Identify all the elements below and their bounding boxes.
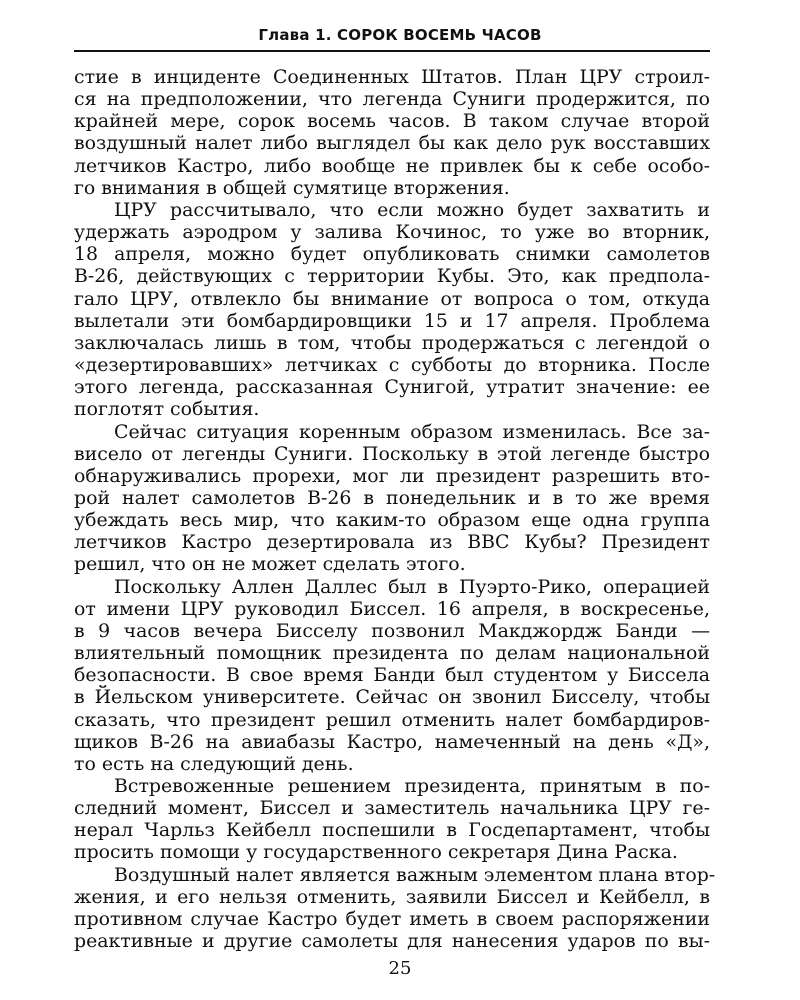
text-line: го внимания в общей сумятице вторжения. [74, 176, 510, 199]
paragraph [74, 576, 710, 775]
text-line: нерал Чарльз Кейбелл поспешили в Госдепартамент, чтобы [74, 819, 710, 842]
text-line: этого легенда, рассказанная Сунигой, утратит значение: ее [74, 376, 710, 399]
text-line: ЦРУ рассчитывало, что если можно будет захватить и [114, 198, 710, 221]
paragraph [74, 775, 710, 864]
text-line: вылетали эти бомбардировщики 15 и 17 апреля. Проблема [74, 309, 710, 332]
text-line: щиков В-26 на авиабазы Кастро, намеченный на день «Д», [74, 730, 710, 753]
text-line: решил, что он не может сделать этого. [74, 553, 466, 576]
text-line: висело от легенды Суниги. Поскольку в этой легенде быстро [74, 442, 710, 465]
text-line: Сейчас ситуация коренным образом изменилась. Все за- [114, 420, 710, 443]
text-line: сказать, что президент решил отменить налет бомбардиров- [74, 708, 710, 731]
text-line: крайней мере, сорок восемь часов. В таком случае второй [74, 110, 710, 133]
body-text [74, 66, 716, 953]
text-line: следний момент, Биссел и заместитель начальника ЦРУ ге- [74, 797, 710, 820]
paragraph [74, 66, 710, 199]
text-line: просить помощи у государственного секретаря Дина Раска. [74, 841, 678, 864]
text-line: стие в инциденте Соединенных Штатов. План ЦРУ строил- [74, 66, 710, 88]
text-line: реактивные и другие самолеты для нанесения ударов по вы- [74, 930, 710, 953]
text-line: В-26, действующих с территории Кубы. Это, как предпола- [74, 265, 710, 288]
text-line: гало ЦРУ, отвлекло бы внимание от вопроса о том, откуда [74, 287, 710, 310]
text-line: летчиков Кастро дезертировала из ВВС Кубы? Президент [74, 531, 710, 554]
paragraph [74, 863, 716, 953]
text-line: 18 апреля, можно будет опубликовать снимки самолетов [74, 243, 710, 266]
text-line: воздушный налет либо выглядел бы как дело рук восставших [74, 132, 710, 155]
text-line: рой налет самолетов В-26 в понедельник и в то же время [74, 486, 710, 509]
text-line: Воздушный налет является важным элементом плана втор- [114, 863, 716, 886]
text-line: противном случае Кастро будет иметь в своем распоряжении [74, 907, 710, 930]
text-line: летчиков Кастро, либо вообще не привлек бы к себе особо- [74, 154, 710, 177]
text-line: от имени ЦРУ руководил Биссел. 16 апреля, в воскресенье, [74, 597, 710, 620]
text-line: Встревоженные решением президента, принятым в по- [114, 775, 710, 797]
paragraph [74, 199, 710, 421]
running-head: Глава 1. СОРОК ВОСЕМЬ ЧАСОВ [258, 26, 542, 44]
text-line: в 9 часов вечера Бисселу позвонил Макджордж Банди — [74, 619, 710, 642]
text-line: жения, и его нельзя отменить, заявили Биссел и Кейбелл, в [74, 885, 710, 908]
text-line: в Йельском университете. Сейчас он звонил Бисселу, чтобы [74, 686, 710, 709]
text-line: «дезертировавших» летчиках с субботы до вторника. После [74, 354, 710, 377]
paragraph [74, 421, 710, 576]
page-number: 25 [388, 958, 412, 979]
header-rule [74, 50, 710, 52]
text-line: то есть на следующий день. [74, 752, 354, 775]
text-line: убеждать весь мир, что каким-то образом еще одна группа [74, 509, 710, 532]
text-line: безопасности. В свое время Банди был студентом у Биссела [74, 664, 710, 687]
text-line: обнаруживались прорехи, мог ли президент разрешить вто- [74, 464, 710, 487]
text-line: ся на предположении, что легенда Суниги продержится, по [74, 88, 710, 111]
text-line: Поскольку Аллен Даллес был в Пуэрто-Рико, операцией [114, 575, 710, 598]
text-line: влиятельный помощник президента по делам национальной [74, 642, 710, 665]
text-line: заключалась лишь в том, чтобы продержаться с легендой о [74, 331, 710, 354]
text-line: поглотят события. [74, 398, 260, 421]
text-line: удержать аэродром у залива Кочинос, то уже во вторник, [74, 221, 710, 244]
